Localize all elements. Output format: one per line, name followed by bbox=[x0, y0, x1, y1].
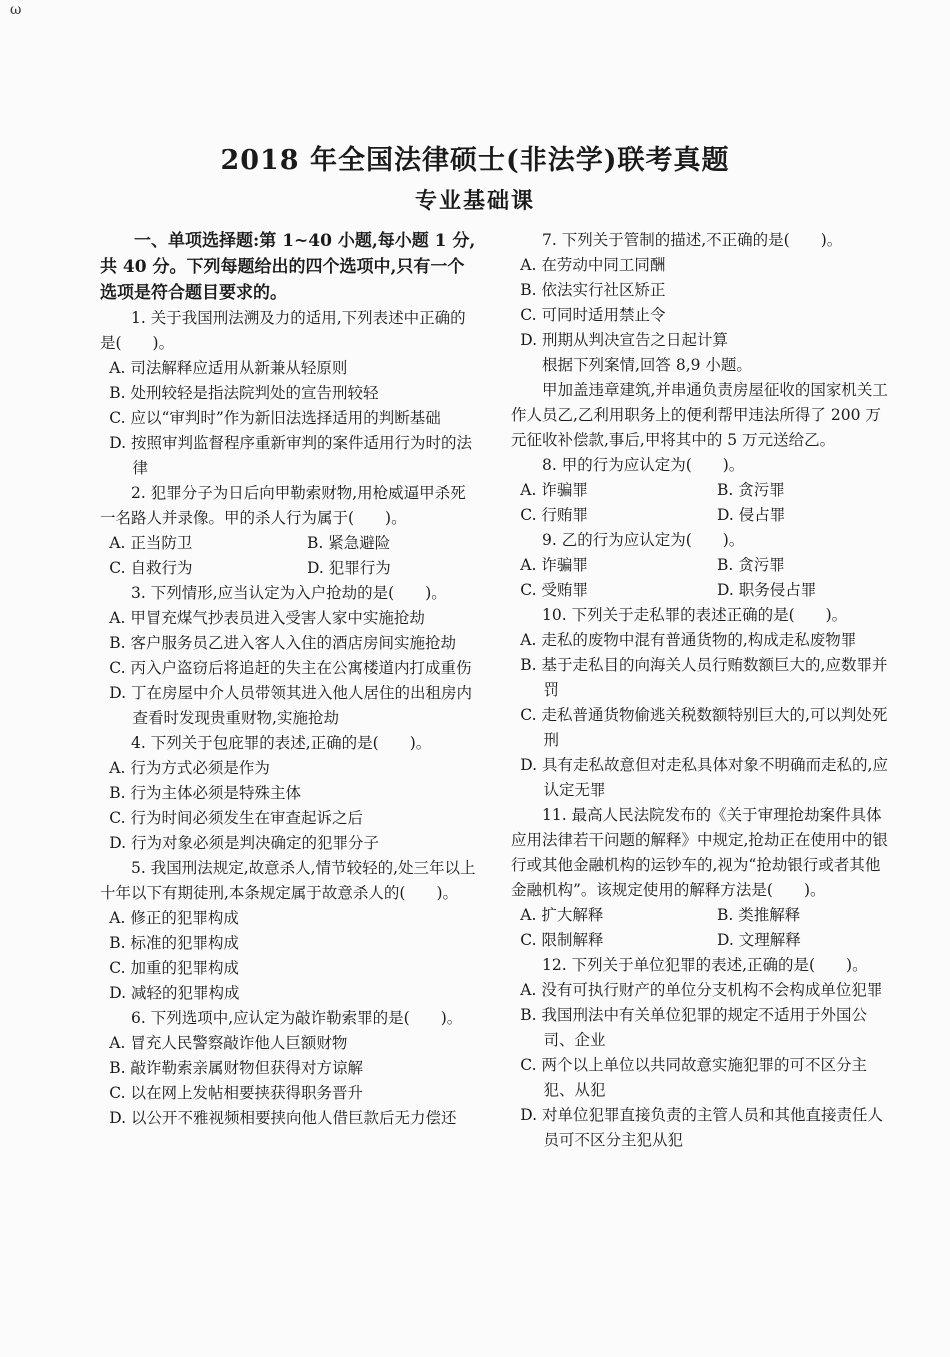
option-b: B. 客户服务员乙进入客人入住的酒店房间实施抢劫 bbox=[109, 634, 457, 652]
option-d: D. 以公开不雅视频相要挟向他人借巨款后无力偿还 bbox=[109, 1109, 457, 1127]
section-heading: 一、单项选择题:第 1~40 小题,每小题 1 分,共 40 分。下列每题给出的四个选项中,只有一个选项是符合题目要求的。 bbox=[100, 231, 476, 303]
question-7 bbox=[511, 228, 889, 353]
option-b: B. 行为主体必须是特殊主体 bbox=[109, 784, 302, 802]
question-stem: 11. 最高人民法院发布的《关于审理抢劫案件具体应用法律若干问题的解释》中规定,抢劫正在使用中的银行或其他金融机构的运钞车的,视为“抢劫银行或者其他金融机构”。该规定使用的解释方法是( )。 bbox=[511, 806, 888, 899]
option-d: D. 按照审判监督程序重新审判的案件适用行为时的法律 bbox=[109, 434, 473, 477]
right-column bbox=[511, 228, 889, 1153]
option-c: C. 两个以上单位以共同故意实施犯罪的可不区分主犯、从犯 bbox=[520, 1056, 867, 1099]
case-intro: 根据下列案情,回答 8,9 小题。 bbox=[542, 356, 752, 374]
option-b: B. 敲诈勒索亲属财物但获得对方谅解 bbox=[109, 1059, 364, 1077]
option-d: D. 对单位犯罪直接负责的主管人员和其他直接责任人员可不区分主犯从犯 bbox=[520, 1106, 884, 1149]
option-d: D. 犯罪行为 bbox=[307, 559, 391, 577]
option-d: D. 侵占罪 bbox=[717, 506, 786, 524]
question-2 bbox=[100, 481, 480, 581]
option-a: A. 修正的犯罪构成 bbox=[109, 909, 239, 927]
option-c: C. 丙入户盗窃后将追赶的失主在公寓楼道内打成重伤 bbox=[109, 659, 472, 677]
option-b: B. 处刑较轻是指法院判处的宣告刑较轻 bbox=[109, 384, 379, 402]
question-11 bbox=[511, 803, 889, 953]
case-text: 甲加盖违章建筑,并串通负责房屋征收的国家机关工作人员乙,乙利用职务上的便利帮甲违法所得了 200 万元征收补偿款,事后,甲将其中的 5 万元送给乙。 bbox=[511, 381, 888, 449]
option-d: D. 丁在房屋中介人员带领其进入他人居住的出租房内查看时发现贵重财物,实施抢劫 bbox=[109, 684, 473, 727]
option-c: C. 可同时适用禁止令 bbox=[520, 306, 666, 324]
question-12 bbox=[511, 953, 889, 1153]
question-stem: 7. 下列关于管制的描述,不正确的是( )。 bbox=[542, 231, 843, 249]
option-c: C. 走私普通货物偷逃关税数额特别巨大的,可以判处死刑 bbox=[520, 706, 888, 749]
option-a: A. 甲冒充煤气抄表员进入受害人家中实施抢劫 bbox=[109, 609, 425, 627]
option-c: C. 受贿罪 bbox=[520, 581, 588, 599]
question-stem: 9. 乙的行为应认定为( )。 bbox=[542, 531, 745, 549]
question-5 bbox=[100, 856, 480, 1006]
question-stem: 2. 犯罪分子为日后向甲勒索财物,用枪威逼甲杀死一名路人并录像。甲的杀人行为属于( )。 bbox=[100, 484, 466, 527]
page-subtitle: 专业基础课 bbox=[414, 188, 535, 214]
option-b: B. 标准的犯罪构成 bbox=[109, 934, 240, 952]
corner-mark: ω bbox=[10, 2, 22, 18]
question-4 bbox=[100, 731, 480, 856]
option-a: A. 司法解释应适用从新兼从轻原则 bbox=[109, 359, 348, 377]
option-a: A. 没有可执行财产的单位分支机构不会构成单位犯罪 bbox=[520, 981, 883, 999]
question-stem: 1. 关于我国刑法溯及力的适用,下列表述中正确的是( )。 bbox=[100, 309, 466, 352]
option-c: C. 行为时间必须发生在审查起诉之后 bbox=[109, 809, 363, 827]
option-a: A. 行为方式必须是作为 bbox=[109, 759, 270, 777]
question-3 bbox=[100, 581, 480, 731]
option-c: C. 限制解释 bbox=[520, 931, 604, 949]
option-c: C. 应以“审判时”作为新旧法选择适用的判断基础 bbox=[109, 409, 441, 427]
question-stem: 4. 下列关于包庇罪的表述,正确的是( )。 bbox=[131, 734, 432, 752]
option-d: D. 文理解释 bbox=[717, 931, 801, 949]
question-1 bbox=[100, 306, 480, 481]
option-a: A. 走私的废物中混有普通货物的,构成走私废物罪 bbox=[520, 631, 857, 649]
option-a: A. 诈骗罪 bbox=[520, 556, 588, 574]
option-b: B. 我国刑法中有关单位犯罪的规定不适用于外国公司、企业 bbox=[520, 1006, 868, 1049]
option-a: A. 冒充人民警察敲诈他人巨额财物 bbox=[109, 1034, 348, 1052]
question-8 bbox=[511, 453, 889, 528]
option-a: A. 在劳动中同工同酬 bbox=[520, 256, 666, 274]
page-title: 2018 年全国法律硕士(非法学)联考真题 bbox=[220, 145, 730, 176]
option-a: A. 诈骗罪 bbox=[520, 481, 588, 499]
question-9 bbox=[511, 528, 889, 603]
option-c: C. 加重的犯罪构成 bbox=[109, 959, 239, 977]
question-stem: 12. 下列关于单位犯罪的表述,正确的是( )。 bbox=[542, 956, 868, 974]
option-b: B. 类推解释 bbox=[717, 906, 801, 924]
question-stem: 5. 我国刑法规定,故意杀人,情节较轻的,处三年以上十年以下有期徒刑,本条规定属于故意杀人的( )。 bbox=[100, 859, 476, 902]
option-c: C. 以在网上发帖相要挟获得职务晋升 bbox=[109, 1084, 363, 1102]
question-stem: 8. 甲的行为应认定为( )。 bbox=[542, 456, 745, 474]
question-stem: 10. 下列关于走私罪的表述正确的是( )。 bbox=[542, 606, 848, 624]
option-b: B. 依法实行社区矫正 bbox=[520, 281, 666, 299]
option-d: D. 刑期从判决宣告之日起计算 bbox=[520, 331, 729, 349]
option-b: B. 紧急避险 bbox=[307, 534, 391, 552]
question-stem: 3. 下列情形,应当认定为入户抢劫的是( )。 bbox=[131, 584, 447, 602]
option-c: C. 行贿罪 bbox=[520, 506, 588, 524]
option-a: A. 扩大解释 bbox=[520, 906, 604, 924]
option-a: A. 正当防卫 bbox=[109, 534, 193, 552]
option-d: D. 行为对象必须是判决确定的犯罪分子 bbox=[109, 834, 380, 852]
option-c: C. 自救行为 bbox=[109, 559, 193, 577]
option-b: B. 贪污罪 bbox=[717, 481, 785, 499]
question-10 bbox=[511, 603, 889, 803]
option-d: D. 职务侵占罪 bbox=[717, 581, 817, 599]
option-b: B. 贪污罪 bbox=[717, 556, 785, 574]
question-stem: 6. 下列选项中,应认定为敲诈勒索罪的是( )。 bbox=[131, 1009, 463, 1027]
option-b: B. 基于走私目的向海关人员行贿数额巨大的,应数罪并罚 bbox=[520, 656, 888, 699]
question-6 bbox=[100, 1006, 480, 1131]
option-d: D. 具有走私故意但对走私具体对象不明确而走私的,应认定无罪 bbox=[520, 756, 888, 799]
left-column bbox=[100, 228, 480, 1131]
option-d: D. 减轻的犯罪构成 bbox=[109, 984, 240, 1002]
